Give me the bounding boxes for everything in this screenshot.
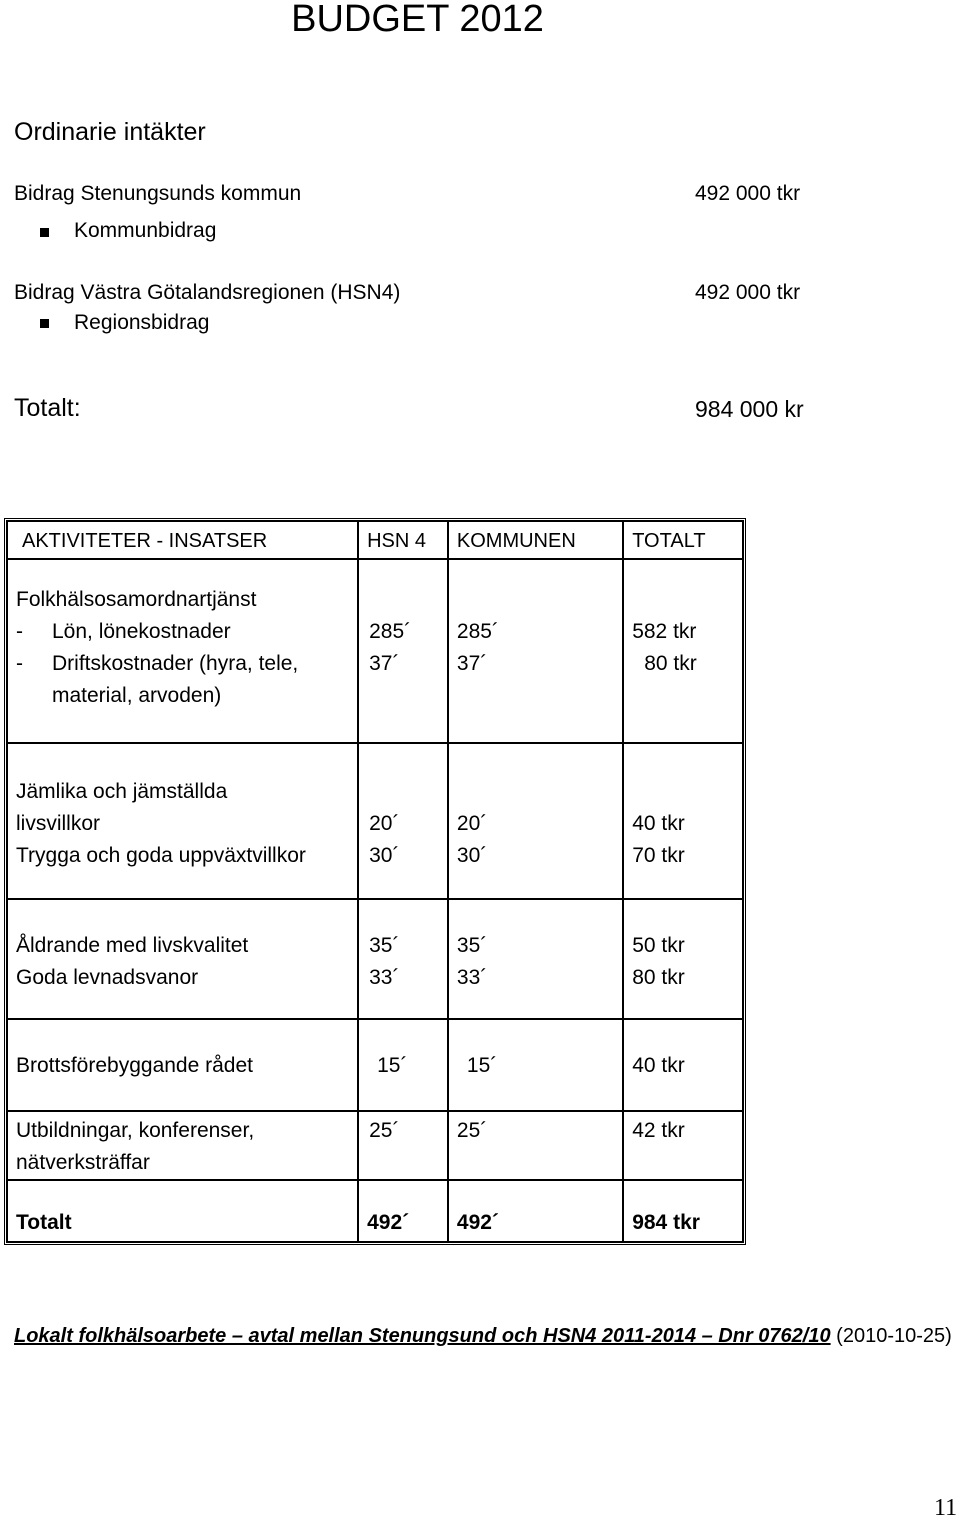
row-label: material, arvoden)	[52, 684, 222, 707]
income-total-value: 984 000 kr	[695, 396, 804, 422]
cell-total: 582 tkr	[632, 620, 697, 643]
table-row: Folkhälsosamordnartjänst - Lön, lönekostnader - Driftskostnader (hyra, tele, material, arvoden) 285´ 37´ 285´ 37´ 582 tkr 80 tkr	[7, 559, 743, 743]
cell-kommun: 285´	[456, 620, 499, 643]
footer-reference	[14, 1325, 952, 1348]
table-total-row	[7, 1180, 743, 1242]
cell-kommun: 25´	[456, 1119, 488, 1142]
row-label: Jämlika och jämställda	[16, 780, 228, 803]
cell-total: 50 tkr	[632, 934, 685, 957]
row-label: nätverksträffar	[16, 1151, 150, 1174]
income-item-sub: Kommunbidrag	[74, 219, 217, 242]
row-label: Brottsförebyggande rådet	[16, 1054, 253, 1077]
income-item-amount: 492 000 tkr	[695, 182, 801, 205]
cell-hsn: 35´	[369, 934, 400, 957]
cell-total: 40 tkr	[632, 812, 685, 835]
cell-total: 42 tkr	[632, 1119, 685, 1142]
cell-hsn: 20´	[369, 812, 400, 835]
income-item-label: Bidrag Stenungsunds kommun	[14, 182, 302, 205]
cell-hsn: 30´	[369, 844, 400, 867]
row-label: Åldrande med livskvalitet	[16, 934, 249, 957]
cell-kommun: 37´	[456, 652, 488, 675]
footer-text: Lokalt folkhälsoarbete – avtal mellan Stenungsund och HSN4 2011-2014 – Dnr 0762/10	[14, 1325, 831, 1347]
bullet-icon	[40, 228, 49, 237]
cell-kommun: 33´	[456, 966, 488, 989]
cell-kommun: 492´	[456, 1211, 499, 1234]
total-label: Totalt	[16, 1211, 72, 1234]
cell-total: 40 tkr	[632, 1054, 685, 1077]
income-item-amount: 492 000 tkr	[695, 281, 801, 304]
cell-hsn: 285´	[369, 620, 412, 643]
group-title: Folkhälsosamordnartjänst	[16, 588, 257, 611]
row-label: livsvillkor	[16, 812, 100, 835]
row-label: Lön, lönekostnader	[52, 620, 231, 643]
income-heading: Ordinarie intäkter	[14, 118, 206, 146]
page-title: BUDGET 2012	[291, 0, 544, 40]
income-item-label: Bidrag Västra Götalandsregionen (HSN4)	[14, 281, 401, 304]
table-row	[7, 1019, 743, 1111]
cell-hsn: 25´	[369, 1119, 400, 1142]
page-number: 11	[934, 1495, 958, 1521]
cell-hsn: 37´	[369, 652, 400, 675]
row-label: Utbildningar, konferenser,	[16, 1119, 255, 1142]
header-kommunen: KOMMUNEN	[448, 521, 623, 559]
row-label: Driftskostnader (hyra, tele,	[52, 652, 299, 675]
table-row	[7, 743, 743, 899]
row-label: Goda levnadsvanor	[16, 966, 199, 989]
cell-total: 984 tkr	[632, 1211, 700, 1234]
income-item-sub: Regionsbidrag	[74, 311, 210, 334]
header-activities: AKTIVITETER - INSATSER	[7, 521, 358, 559]
cell-kommun: 35´	[456, 934, 488, 957]
bullet-icon	[40, 319, 49, 328]
income-total-label: Totalt:	[14, 394, 81, 422]
header-totalt: TOTALT	[623, 521, 743, 559]
table-row	[7, 1111, 743, 1180]
cell-hsn: 15´	[377, 1054, 408, 1077]
cell-hsn: 492´	[367, 1211, 410, 1234]
footer-date: (2010-10-25)	[836, 1325, 952, 1347]
cell-kommun: 15´	[466, 1054, 498, 1077]
cell-total: 80 tkr	[632, 966, 685, 989]
table-header-row	[7, 521, 743, 559]
row-label: Trygga och goda uppväxtvillkor	[16, 844, 306, 867]
cell-kommun: 30´	[456, 844, 488, 867]
cell-total: 80 tkr	[644, 652, 697, 675]
table-row	[7, 899, 743, 1019]
cell-hsn: 33´	[369, 966, 400, 989]
budget-table	[4, 518, 746, 1245]
cell-kommun: 20´	[456, 812, 488, 835]
cell-total: 70 tkr	[632, 844, 685, 867]
header-hsn4: HSN 4	[358, 521, 448, 559]
